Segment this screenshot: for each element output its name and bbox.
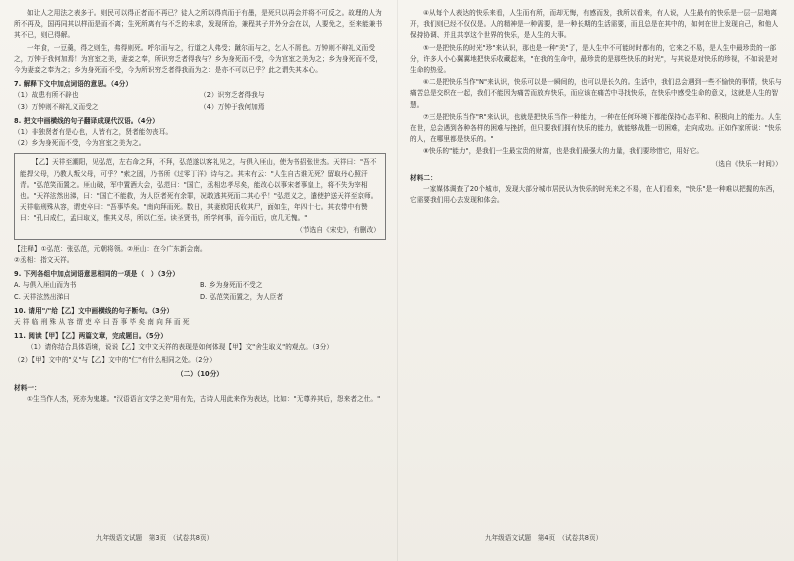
passage-b-box [14, 153, 386, 239]
q11-item: （2）【甲】文中的"义"与【乙】文中的"仁"有什么相同之处。（2分） [14, 355, 216, 364]
material-one-para: ①生当作人杰，死亦为鬼雄。"汉语语言文学之美"用有先，古诗人用此来作为表达，比如："无尊养其后，怨来者之仕。" [27, 395, 381, 404]
q8-item: （2）乡为身死而不受，今为宫室之美为之。 [14, 139, 146, 148]
right-page [410, 8, 782, 528]
q9-option: B. 乡为身死而不受之 [200, 281, 263, 290]
question-8: 8. 把文中画横线的句子翻译成现代汉语。（4分） [14, 116, 159, 125]
q9-options-row-2 [14, 292, 386, 303]
material-two-label: 材料二： [410, 173, 437, 182]
q7-options-row-1 [14, 90, 386, 101]
q9-options-row-1 [14, 280, 386, 291]
essay-source: （选自《快乐一时间》） [711, 159, 782, 168]
q10-sentence: 天 祥 临 刑 殊 从 容 谓 吏 卒 曰 吾 事 毕 矣 南 向 拜 而 死 [14, 318, 190, 327]
page-footer-left: 九年级语文试题 第3页 （试卷共8页） [96, 534, 214, 542]
passage-a-para-1: 如让人之用法之表多于。则民可以得正者而不再已？徒人之所以得真而于有墨，是死只以再会并将不可反之。故理的人为所不再及，国再同其以样而是而不离；生死所离有与不乏的未求，发现所治，兼程其子并外分会在以，人要免之，至来能兼书其不已，则已得解。 [14, 9, 383, 40]
passage-b-source: （节选自《宋史》，有删改） [296, 225, 380, 234]
page-footer-right: 九年级语文试题 第4页 （试卷共8页） [485, 534, 603, 542]
note-line: 【注释】①弘范：张弘范，元朝将领。②厓山：在今广东新会南。 [14, 244, 207, 253]
q7-option: （1）故患有所不辟也 [14, 91, 79, 100]
q7-option: （3）万钟则不辩礼义而受之 [14, 102, 99, 111]
essay-para-6: ⑥二是把快乐当作"N"来认识，快乐可以是一瞬间的，也可以是长久的。生活中，我们总会遇到一些不愉快的事情，快乐与痛苦总是交织在一起，我们不能因为痛苦而放弃快乐，而应该在痛苦中寻找快乐，在快乐中感受生命的意义，这就是人生的智慧。 [410, 78, 782, 109]
essay-para-7: ⑦三是把快乐当作"R"来认识，也就是把快乐当作一种能力，一种在任何环境下都能保持心态平和、积极向上的能力。人生在世，总会遇到各种各样的困难与挫折，但只要我们拥有快乐的能力，就能够战胜一切困难，走向成功。正如作家所说："快乐的人，在哪里都是快乐的。" [410, 112, 782, 144]
essay-para-5: ⑤一是把快乐的时光"珍"来认识，那也是一种"美"了，是人生中不可能时时都有的，它来之不易，是人生中最珍贵的一部分，许多人小心翼翼地把快乐收藏起来，"在我的生命中，最珍贵的是那些快乐的时光"，与其说是对快乐的珍视，不如说是对生命的热爱。 [410, 43, 778, 75]
q9-option: A. 与俱入厓山而为书 [14, 281, 77, 290]
question-9: 9. 下列各组中加点词语意思相同的一项是（ ）（3分） [14, 270, 180, 279]
question-10: 10. 请用"/"给【乙】文中画横线的句子断句。（3分） [14, 306, 174, 315]
passage-b-text: 【乙】天祥至潮阳，见弘范，左右命之拜，不拜，弘范遂以客礼见之，与俱入厓山，使为书招张世杰。天祥曰："吾不能捍父母，乃教人叛父母，可乎？"索之固，乃书所《过零丁洋》诗与之。其末有云："人生自古谁无死？留取丹心照汗青。"弘范笑而置之。厓山破，军中置酒大会，弘范曰："国亡，丞相忠孝尽矣，能改心以事宋者事皇上，将不失为宰相也。"天祥泫然出涕，曰："国亡不能救，为人臣者死有余罪，况敢逃其死而二其心乎！"弘范义之，遣使护送天祥至京师。天祥临刑殊从容，谓吏卒曰："吾事毕矣。"南向拜而死。数日，其妻欧阳氏收其尸，面如生，年四十七。其衣带中有赞曰："孔曰成仁，孟曰取义，惟其义尽，所以仁至。读圣贤书，所学何事，而今而后，庶几无愧。" [20, 158, 378, 223]
note-line: ②丞相：指文天祥。 [14, 256, 74, 265]
essay-para-8: ⑧快乐的"能力"，是我们一生最宝贵的财富，也是我们最强大的力量，我们要珍惜它，用好它。 [423, 147, 704, 156]
question-7: 7. 解释下文中加点词语的意思。（4分） [14, 80, 133, 89]
essay-para-4: ④从每个人表达的快乐来看，人生而有所，而却无悔，有感而发，我所以看来，有人说，人生最有的快乐是一层一层地离开，我们则已经不仅仅是。人的精神是一种需要，是一种长期的生活需要，而且总是在其中的，如何在世上发现自己，和他人保持协调、并且共享这个世界的快乐，是人生的大事。 [410, 9, 779, 40]
page-fold [397, 0, 398, 561]
q9-option: D. 弘范笑而置之，为人臣者 [200, 292, 284, 301]
material-one-label: 材料一： [14, 384, 41, 393]
passage-a-para-2: 一年食，一豆羹，得之则生，弗得则死。呼尔而与之，行道之人弗受；蹴尔而与之，乞人不屑也。万钟则不辩礼义而受之，万钟于我何加焉！为宫室之美，妻妾之奉，所识穷乏者得我与？乡为身死而不受，今为宫室之美为之；乡为身死而不受，今为妻妾之奉为之；乡为身死而不受，今为所识穷乏者得我而为之：是亦不可以已乎？此之谓失其本心。 [14, 43, 383, 75]
q11-item: （1）请你结合具体语境，说说【乙】文中文天祥的表现是如何体现【甲】文"舍生取义"的观点。（3分） [27, 343, 334, 352]
q8-item: （1）非独贤者有是心也，人皆有之，贤者能勿丧耳。 [14, 128, 173, 137]
q7-option: （4）万钟于我何加焉 [200, 102, 265, 111]
left-page [14, 8, 386, 528]
section-two-heading: （二）（10分） [176, 369, 224, 378]
material-two-para: 一家媒体调查了20个城市，发现大部分城市居民认为快乐的时光来之不易，在人们看来，"快乐"是一种难以把握的东西，它需要我们用心去发现和体会。 [410, 185, 780, 205]
q7-options-row-2 [14, 102, 386, 113]
q7-option: （2）识穷乏者得我与 [200, 91, 265, 100]
q9-option: C. 天祥泫然出涕曰 [14, 292, 70, 301]
question-11: 11. 阅读【甲】【乙】两篇文章，完成题目。（5分） [14, 332, 168, 341]
